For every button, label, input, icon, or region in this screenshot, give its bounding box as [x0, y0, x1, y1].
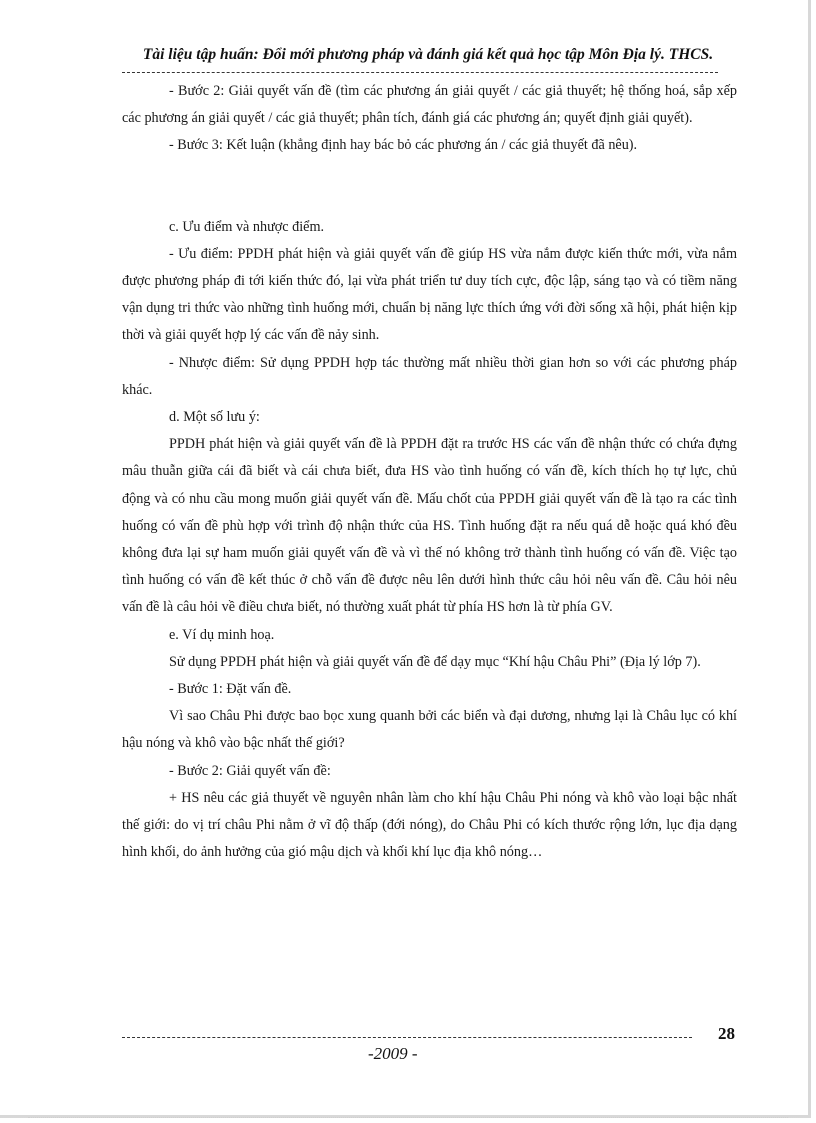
page-number: 28: [718, 1024, 735, 1043]
paragraph-notes: PPDH phát hiện và giải quyết vấn đề là PPDH đặt ra trước HS các vấn đề nhận thức có chứa đựng mâu thuẫn giữa cái đã biết và cái chưa biết, đưa HS vào tình huống có vấn đề, kích thích họ tự lực, chủ động và có nhu cầu mong muốn giải quyết vấn đề. Mấu chốt của PPDH giải quyết vấn đề là tạo ra các tình huống có vấn đề phù hợp với trình độ nhận thức của HS. Tình huống đặt ra nếu quá dễ hoặc quá khó đều không đưa lại sự ham muốn giải quyết vấn đề và vì thế nó không trở thành tình huống có vấn đề. Việc tạo tình huống có vấn đề kết thúc ở chỗ vấn đề được nêu lên dưới hình thức câu hỏi nêu vấn đề. Câu hỏi nêu vấn đề là câu hỏi về điều chưa biết, nó thường xuất phát từ phía HS hơn là từ phía GV.: [122, 436, 737, 616]
page-header: Tài liệu tập huấn: Đổi mới phương pháp và đánh giá kết quả học tập Môn Địa lý. THCS.: [142, 46, 714, 63]
heading-notes: d. Một số lưu ý:: [169, 409, 260, 426]
header-divider: [122, 72, 718, 73]
paragraph-example-step1: - Bước 1: Đặt vấn đề.: [169, 681, 292, 698]
paragraph-example-hypotheses: + HS nêu các giả thuyết về nguyên nhân làm cho khí hậu Châu Phi nóng và khô vào loại bậc nhất thế giới: do vị trí châu Phi nằm ở vĩ độ thấp (đới nóng), do Châu Phi có kích thước rộng lớn, lục địa dạng hình khối, do ảnh hưởng của gió mậu dịch và khối khí lục địa khô nóng…: [122, 789, 737, 861]
blank-space: [122, 160, 737, 214]
paragraph-step3: - Bước 3: Kết luận (khẳng định hay bác bỏ các phương án / các giả thuyết đã nêu).: [169, 137, 638, 154]
page-bottom-edge: [28, 1117, 788, 1118]
paragraph-step2: - Bước 2: Giải quyết vấn đề (tìm các phương án giải quyết / các giả thuyết; hệ thống hoá, sắp xếp các phương án giải quyết / các giả thuyết; phân tích, đánh giá các phương án; quyết định giải quyết).: [122, 83, 737, 127]
paragraph-example-intro: Sử dụng PPDH phát hiện và giải quyết vấn đề để dạy mục “Khí hậu Châu Phi” (Địa lý lớp 7).: [169, 653, 701, 670]
heading-example: e. Ví dụ minh hoạ.: [169, 626, 275, 643]
paragraph-disadvantages: - Nhược điểm: Sử dụng PPDH hợp tác thường mất nhiều thời gian hơn so với các phương pháp khác.: [122, 354, 737, 398]
footer-year: -2009 -: [368, 1044, 418, 1063]
document-body: [122, 78, 737, 866]
paragraph-example-question: Vì sao Châu Phi được bao bọc xung quanh bởi các biển và đại dương, nhưng lại là Châu lục có khí hậu nóng và khô vào bậc nhất thế giới?: [122, 708, 737, 752]
paragraph-advantages: - Ưu điểm: PPDH phát hiện và giải quyết vấn đề giúp HS vừa nắm được kiến thức mới, vừa nắm được phương pháp đi tới kiến thức đó, lại vừa phát triển tư duy tích cực, độc lập, sáng tạo và có tiềm năng vận dụng tri thức vào những tình huống mới, chuẩn bị năng lực thích ứng với đời sống xã hội, phát hiện kịp thời và giải quyết hợp lý các vấn đề nảy sinh.: [122, 245, 737, 344]
heading-pros-cons: c. Ưu điểm và nhược điểm.: [169, 218, 325, 235]
paragraph-example-step2: - Bước 2: Giải quyết vấn đề:: [169, 762, 331, 779]
footer-divider: [122, 1037, 692, 1038]
